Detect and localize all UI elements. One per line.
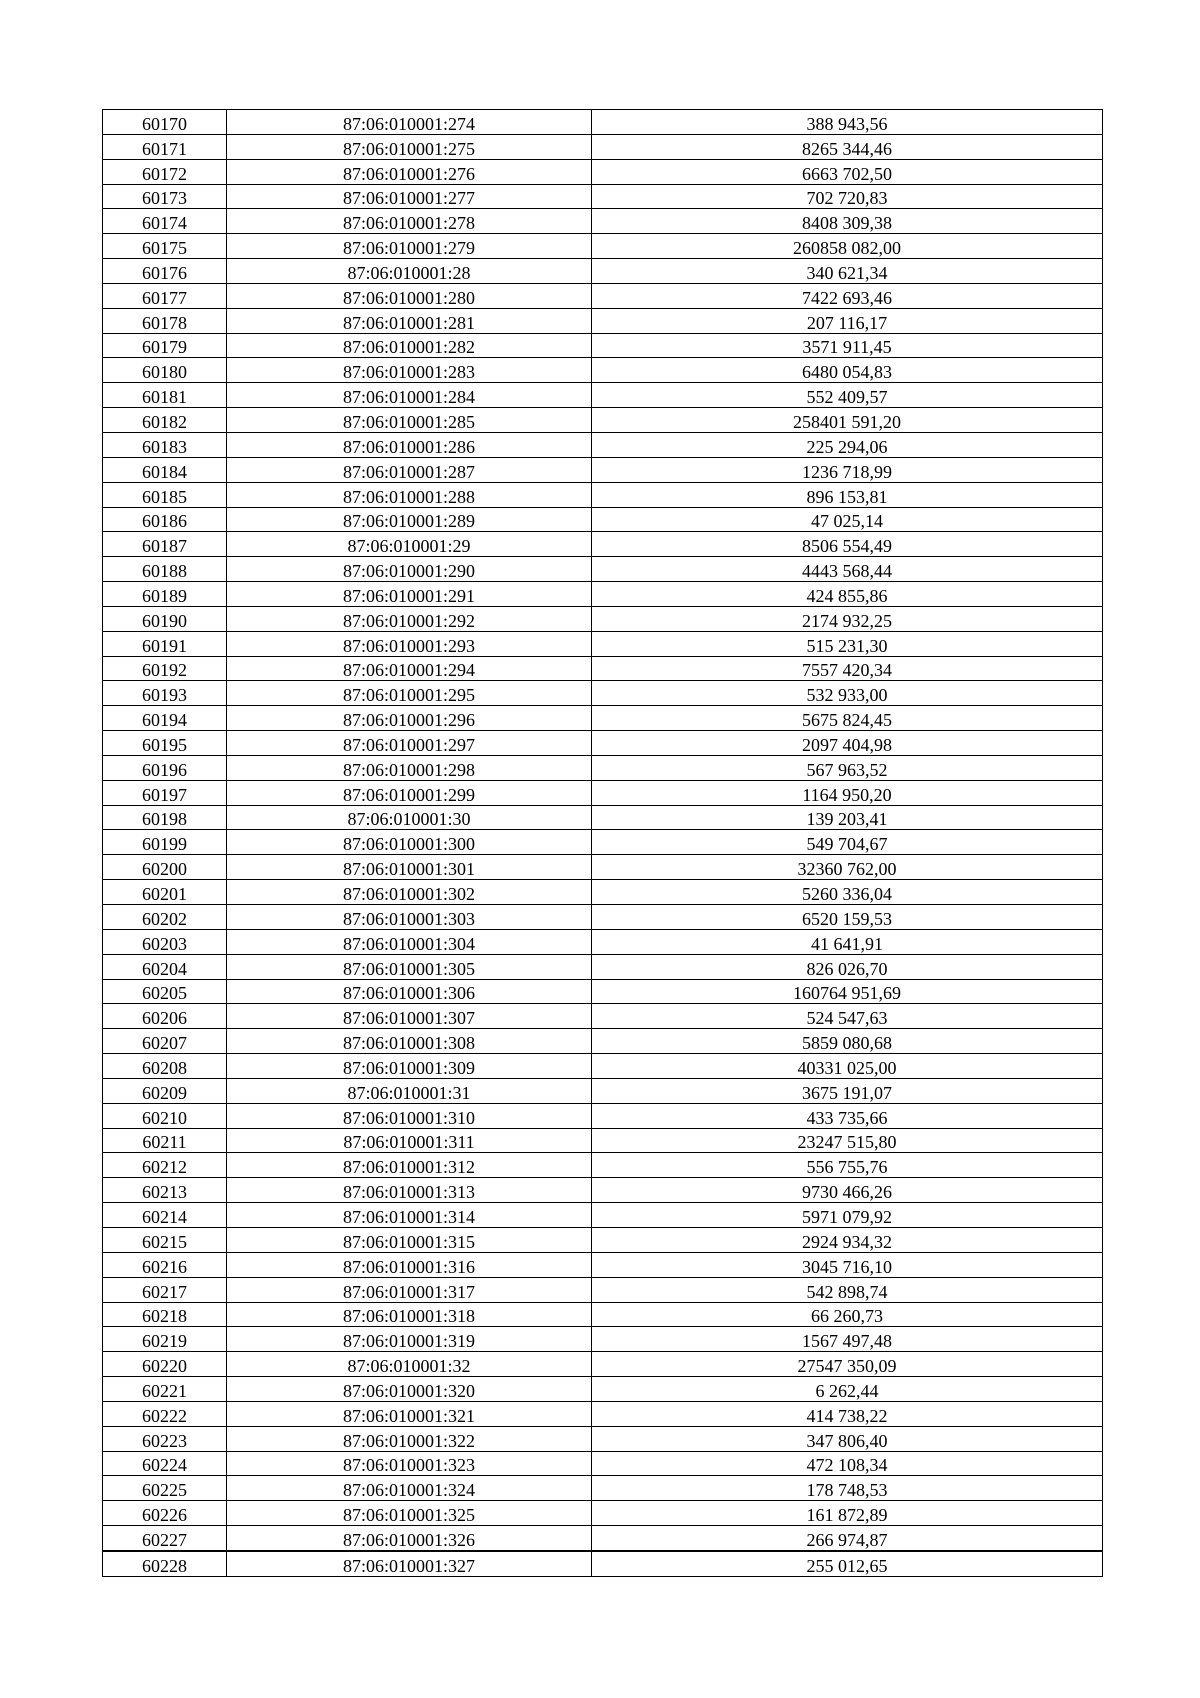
table-row bbox=[103, 1327, 1103, 1352]
cadastral-value-cell: 556 755,76 bbox=[592, 1153, 1103, 1178]
cadastral-number-cell: 87:06:010001:286 bbox=[227, 432, 592, 457]
table-row bbox=[103, 780, 1103, 805]
table-row bbox=[103, 1401, 1103, 1426]
row-number-cell: 60184 bbox=[103, 457, 227, 482]
cadastral-value-cell: 3571 911,45 bbox=[592, 333, 1103, 358]
table-row bbox=[103, 259, 1103, 284]
cadastral-value-cell: 5260 336,04 bbox=[592, 880, 1103, 905]
cadastral-number-cell: 87:06:010001:324 bbox=[227, 1476, 592, 1501]
cadastral-value-cell: 347 806,40 bbox=[592, 1426, 1103, 1451]
cadastral-number-cell: 87:06:010001:310 bbox=[227, 1103, 592, 1128]
row-number-cell: 60225 bbox=[103, 1476, 227, 1501]
cadastral-value-cell: 266 974,87 bbox=[592, 1526, 1103, 1551]
row-number-cell: 60215 bbox=[103, 1227, 227, 1252]
table-row bbox=[103, 308, 1103, 333]
table-row bbox=[103, 1302, 1103, 1327]
row-number-cell: 60171 bbox=[103, 134, 227, 159]
row-number-cell: 60214 bbox=[103, 1203, 227, 1228]
cadastral-value-cell: 23247 515,80 bbox=[592, 1128, 1103, 1153]
table-row bbox=[103, 1227, 1103, 1252]
row-number-cell: 60175 bbox=[103, 234, 227, 259]
cadastral-number-cell: 87:06:010001:319 bbox=[227, 1327, 592, 1352]
table-row bbox=[103, 1004, 1103, 1029]
table-row bbox=[103, 1153, 1103, 1178]
table-row bbox=[103, 1277, 1103, 1302]
row-number-cell: 60201 bbox=[103, 880, 227, 905]
row-number-cell: 60191 bbox=[103, 631, 227, 656]
cadastral-number-cell: 87:06:010001:298 bbox=[227, 755, 592, 780]
table-body bbox=[103, 110, 1103, 1577]
cadastral-value-cell: 1164 950,20 bbox=[592, 780, 1103, 805]
cadastral-number-cell: 87:06:010001:303 bbox=[227, 905, 592, 930]
cadastral-value-cell: 896 153,81 bbox=[592, 482, 1103, 507]
cadastral-number-cell: 87:06:010001:327 bbox=[227, 1551, 592, 1576]
cadastral-value-cell: 160764 951,69 bbox=[592, 979, 1103, 1004]
document-page bbox=[102, 109, 1102, 1577]
row-number-cell: 60209 bbox=[103, 1078, 227, 1103]
cadastral-value-cell: 6663 702,50 bbox=[592, 159, 1103, 184]
row-number-cell: 60219 bbox=[103, 1327, 227, 1352]
cadastral-number-cell: 87:06:010001:282 bbox=[227, 333, 592, 358]
row-number-cell: 60200 bbox=[103, 855, 227, 880]
row-number-cell: 60186 bbox=[103, 507, 227, 532]
table-row bbox=[103, 706, 1103, 731]
cadastral-value-cell: 524 547,63 bbox=[592, 1004, 1103, 1029]
cadastral-value-cell: 414 738,22 bbox=[592, 1401, 1103, 1426]
table-row bbox=[103, 1252, 1103, 1277]
cadastral-value-cell: 66 260,73 bbox=[592, 1302, 1103, 1327]
cadastral-number-cell: 87:06:010001:288 bbox=[227, 482, 592, 507]
cadastral-value-cell: 7557 420,34 bbox=[592, 656, 1103, 681]
cadastral-value-cell: 178 748,53 bbox=[592, 1476, 1103, 1501]
cadastral-value-cell: 161 872,89 bbox=[592, 1501, 1103, 1526]
row-number-cell: 60208 bbox=[103, 1054, 227, 1079]
cadastral-value-cell: 8265 344,46 bbox=[592, 134, 1103, 159]
cadastral-value-cell: 2174 932,25 bbox=[592, 606, 1103, 631]
table-row bbox=[103, 134, 1103, 159]
cadastral-number-cell: 87:06:010001:275 bbox=[227, 134, 592, 159]
cadastral-number-cell: 87:06:010001:326 bbox=[227, 1526, 592, 1551]
cadastral-value-cell: 5971 079,92 bbox=[592, 1203, 1103, 1228]
cadastral-value-cell: 3045 716,10 bbox=[592, 1252, 1103, 1277]
cadastral-value-cell: 8506 554,49 bbox=[592, 532, 1103, 557]
table-row bbox=[103, 855, 1103, 880]
cadastral-value-cell: 433 735,66 bbox=[592, 1103, 1103, 1128]
table-row bbox=[103, 457, 1103, 482]
row-number-cell: 60222 bbox=[103, 1401, 227, 1426]
cadastral-value-cell: 5675 824,45 bbox=[592, 706, 1103, 731]
table-row bbox=[103, 159, 1103, 184]
row-number-cell: 60204 bbox=[103, 954, 227, 979]
cadastral-value-cell: 9730 466,26 bbox=[592, 1178, 1103, 1203]
cadastral-number-cell: 87:06:010001:276 bbox=[227, 159, 592, 184]
cadastral-value-table bbox=[102, 109, 1103, 1577]
cadastral-number-cell: 87:06:010001:315 bbox=[227, 1227, 592, 1252]
cadastral-number-cell: 87:06:010001:312 bbox=[227, 1153, 592, 1178]
cadastral-number-cell: 87:06:010001:279 bbox=[227, 234, 592, 259]
row-number-cell: 60189 bbox=[103, 582, 227, 607]
table-row bbox=[103, 1352, 1103, 1377]
cadastral-value-cell: 472 108,34 bbox=[592, 1451, 1103, 1476]
table-row bbox=[103, 358, 1103, 383]
row-number-cell: 60183 bbox=[103, 432, 227, 457]
cadastral-value-cell: 340 621,34 bbox=[592, 259, 1103, 284]
row-number-cell: 60198 bbox=[103, 805, 227, 830]
table-row bbox=[103, 1551, 1103, 1576]
cadastral-value-cell: 2924 934,32 bbox=[592, 1227, 1103, 1252]
cadastral-value-cell: 702 720,83 bbox=[592, 184, 1103, 209]
cadastral-value-cell: 207 116,17 bbox=[592, 308, 1103, 333]
row-number-cell: 60179 bbox=[103, 333, 227, 358]
row-number-cell: 60182 bbox=[103, 408, 227, 433]
cadastral-value-cell: 6480 054,83 bbox=[592, 358, 1103, 383]
row-number-cell: 60205 bbox=[103, 979, 227, 1004]
row-number-cell: 60192 bbox=[103, 656, 227, 681]
cadastral-number-cell: 87:06:010001:321 bbox=[227, 1401, 592, 1426]
row-number-cell: 60226 bbox=[103, 1501, 227, 1526]
cadastral-number-cell: 87:06:010001:289 bbox=[227, 507, 592, 532]
row-number-cell: 60181 bbox=[103, 383, 227, 408]
cadastral-value-cell: 7422 693,46 bbox=[592, 283, 1103, 308]
table-row bbox=[103, 1203, 1103, 1228]
cadastral-value-cell: 552 409,57 bbox=[592, 383, 1103, 408]
cadastral-number-cell: 87:06:010001:293 bbox=[227, 631, 592, 656]
row-number-cell: 60185 bbox=[103, 482, 227, 507]
cadastral-number-cell: 87:06:010001:28 bbox=[227, 259, 592, 284]
cadastral-number-cell: 87:06:010001:314 bbox=[227, 1203, 592, 1228]
table-row bbox=[103, 209, 1103, 234]
cadastral-value-cell: 424 855,86 bbox=[592, 582, 1103, 607]
cadastral-value-cell: 826 026,70 bbox=[592, 954, 1103, 979]
row-number-cell: 60224 bbox=[103, 1451, 227, 1476]
table-row bbox=[103, 557, 1103, 582]
table-row bbox=[103, 1426, 1103, 1451]
row-number-cell: 60216 bbox=[103, 1252, 227, 1277]
cadastral-value-cell: 532 933,00 bbox=[592, 681, 1103, 706]
cadastral-number-cell: 87:06:010001:313 bbox=[227, 1178, 592, 1203]
table-row bbox=[103, 482, 1103, 507]
cadastral-value-cell: 2097 404,98 bbox=[592, 731, 1103, 756]
cadastral-number-cell: 87:06:010001:309 bbox=[227, 1054, 592, 1079]
row-number-cell: 60178 bbox=[103, 308, 227, 333]
cadastral-number-cell: 87:06:010001:316 bbox=[227, 1252, 592, 1277]
row-number-cell: 60194 bbox=[103, 706, 227, 731]
table-row bbox=[103, 1451, 1103, 1476]
table-row bbox=[103, 805, 1103, 830]
table-row bbox=[103, 432, 1103, 457]
table-row bbox=[103, 1526, 1103, 1551]
cadastral-value-cell: 32360 762,00 bbox=[592, 855, 1103, 880]
cadastral-number-cell: 87:06:010001:31 bbox=[227, 1078, 592, 1103]
cadastral-number-cell: 87:06:010001:296 bbox=[227, 706, 592, 731]
row-number-cell: 60190 bbox=[103, 606, 227, 631]
cadastral-value-cell: 258401 591,20 bbox=[592, 408, 1103, 433]
cadastral-value-cell: 1236 718,99 bbox=[592, 457, 1103, 482]
cadastral-number-cell: 87:06:010001:291 bbox=[227, 582, 592, 607]
cadastral-value-cell: 27547 350,09 bbox=[592, 1352, 1103, 1377]
table-row bbox=[103, 383, 1103, 408]
row-number-cell: 60227 bbox=[103, 1526, 227, 1551]
row-number-cell: 60217 bbox=[103, 1277, 227, 1302]
cadastral-value-cell: 8408 309,38 bbox=[592, 209, 1103, 234]
table-row bbox=[103, 184, 1103, 209]
row-number-cell: 60199 bbox=[103, 830, 227, 855]
row-number-cell: 60193 bbox=[103, 681, 227, 706]
row-number-cell: 60177 bbox=[103, 283, 227, 308]
cadastral-number-cell: 87:06:010001:311 bbox=[227, 1128, 592, 1153]
cadastral-number-cell: 87:06:010001:277 bbox=[227, 184, 592, 209]
row-number-cell: 60220 bbox=[103, 1352, 227, 1377]
table-row bbox=[103, 954, 1103, 979]
row-number-cell: 60211 bbox=[103, 1128, 227, 1153]
row-number-cell: 60174 bbox=[103, 209, 227, 234]
row-number-cell: 60188 bbox=[103, 557, 227, 582]
table-row bbox=[103, 1054, 1103, 1079]
cadastral-number-cell: 87:06:010001:305 bbox=[227, 954, 592, 979]
cadastral-value-cell: 6 262,44 bbox=[592, 1377, 1103, 1402]
cadastral-number-cell: 87:06:010001:304 bbox=[227, 929, 592, 954]
row-number-cell: 60207 bbox=[103, 1029, 227, 1054]
table-row bbox=[103, 631, 1103, 656]
cadastral-number-cell: 87:06:010001:294 bbox=[227, 656, 592, 681]
cadastral-value-cell: 542 898,74 bbox=[592, 1277, 1103, 1302]
cadastral-value-cell: 515 231,30 bbox=[592, 631, 1103, 656]
cadastral-number-cell: 87:06:010001:320 bbox=[227, 1377, 592, 1402]
row-number-cell: 60187 bbox=[103, 532, 227, 557]
cadastral-number-cell: 87:06:010001:301 bbox=[227, 855, 592, 880]
cadastral-number-cell: 87:06:010001:297 bbox=[227, 731, 592, 756]
row-number-cell: 60170 bbox=[103, 110, 227, 135]
cadastral-number-cell: 87:06:010001:300 bbox=[227, 830, 592, 855]
table-row bbox=[103, 1103, 1103, 1128]
table-row bbox=[103, 283, 1103, 308]
cadastral-number-cell: 87:06:010001:290 bbox=[227, 557, 592, 582]
row-number-cell: 60173 bbox=[103, 184, 227, 209]
table-row bbox=[103, 830, 1103, 855]
cadastral-value-cell: 388 943,56 bbox=[592, 110, 1103, 135]
cadastral-number-cell: 87:06:010001:306 bbox=[227, 979, 592, 1004]
cadastral-number-cell: 87:06:010001:322 bbox=[227, 1426, 592, 1451]
cadastral-number-cell: 87:06:010001:29 bbox=[227, 532, 592, 557]
cadastral-number-cell: 87:06:010001:302 bbox=[227, 880, 592, 905]
table-row bbox=[103, 507, 1103, 532]
cadastral-value-cell: 41 641,91 bbox=[592, 929, 1103, 954]
table-row bbox=[103, 110, 1103, 135]
cadastral-value-cell: 40331 025,00 bbox=[592, 1054, 1103, 1079]
cadastral-number-cell: 87:06:010001:284 bbox=[227, 383, 592, 408]
cadastral-number-cell: 87:06:010001:287 bbox=[227, 457, 592, 482]
cadastral-number-cell: 87:06:010001:323 bbox=[227, 1451, 592, 1476]
cadastral-value-cell: 1567 497,48 bbox=[592, 1327, 1103, 1352]
row-number-cell: 60195 bbox=[103, 731, 227, 756]
table-row bbox=[103, 333, 1103, 358]
row-number-cell: 60202 bbox=[103, 905, 227, 930]
row-number-cell: 60203 bbox=[103, 929, 227, 954]
cadastral-number-cell: 87:06:010001:32 bbox=[227, 1352, 592, 1377]
cadastral-number-cell: 87:06:010001:325 bbox=[227, 1501, 592, 1526]
cadastral-number-cell: 87:06:010001:299 bbox=[227, 780, 592, 805]
cadastral-value-cell: 5859 080,68 bbox=[592, 1029, 1103, 1054]
row-number-cell: 60212 bbox=[103, 1153, 227, 1178]
cadastral-value-cell: 567 963,52 bbox=[592, 755, 1103, 780]
table-row bbox=[103, 656, 1103, 681]
cadastral-value-cell: 6520 159,53 bbox=[592, 905, 1103, 930]
cadastral-value-cell: 3675 191,07 bbox=[592, 1078, 1103, 1103]
cadastral-value-cell: 225 294,06 bbox=[592, 432, 1103, 457]
table-row bbox=[103, 1476, 1103, 1501]
row-number-cell: 60176 bbox=[103, 259, 227, 284]
row-number-cell: 60206 bbox=[103, 1004, 227, 1029]
cadastral-number-cell: 87:06:010001:295 bbox=[227, 681, 592, 706]
row-number-cell: 60197 bbox=[103, 780, 227, 805]
cadastral-value-cell: 47 025,14 bbox=[592, 507, 1103, 532]
table-row bbox=[103, 1128, 1103, 1153]
table-row bbox=[103, 408, 1103, 433]
row-number-cell: 60221 bbox=[103, 1377, 227, 1402]
row-number-cell: 60213 bbox=[103, 1178, 227, 1203]
table-row bbox=[103, 234, 1103, 259]
cadastral-number-cell: 87:06:010001:308 bbox=[227, 1029, 592, 1054]
cadastral-value-cell: 549 704,67 bbox=[592, 830, 1103, 855]
table-row bbox=[103, 880, 1103, 905]
cadastral-number-cell: 87:06:010001:318 bbox=[227, 1302, 592, 1327]
cadastral-value-cell: 255 012,65 bbox=[592, 1551, 1103, 1576]
row-number-cell: 60223 bbox=[103, 1426, 227, 1451]
cadastral-number-cell: 87:06:010001:307 bbox=[227, 1004, 592, 1029]
cadastral-number-cell: 87:06:010001:285 bbox=[227, 408, 592, 433]
cadastral-value-cell: 4443 568,44 bbox=[592, 557, 1103, 582]
row-number-cell: 60196 bbox=[103, 755, 227, 780]
cadastral-number-cell: 87:06:010001:292 bbox=[227, 606, 592, 631]
cadastral-number-cell: 87:06:010001:281 bbox=[227, 308, 592, 333]
table-row bbox=[103, 1178, 1103, 1203]
cadastral-value-cell: 260858 082,00 bbox=[592, 234, 1103, 259]
table-row bbox=[103, 532, 1103, 557]
table-row bbox=[103, 606, 1103, 631]
table-row bbox=[103, 1377, 1103, 1402]
cadastral-number-cell: 87:06:010001:280 bbox=[227, 283, 592, 308]
cadastral-number-cell: 87:06:010001:278 bbox=[227, 209, 592, 234]
cadastral-number-cell: 87:06:010001:274 bbox=[227, 110, 592, 135]
row-number-cell: 60218 bbox=[103, 1302, 227, 1327]
cadastral-value-cell: 139 203,41 bbox=[592, 805, 1103, 830]
table-row bbox=[103, 905, 1103, 930]
table-row bbox=[103, 1029, 1103, 1054]
cadastral-number-cell: 87:06:010001:317 bbox=[227, 1277, 592, 1302]
table-row bbox=[103, 681, 1103, 706]
table-row bbox=[103, 1078, 1103, 1103]
table-row bbox=[103, 582, 1103, 607]
table-row bbox=[103, 1501, 1103, 1526]
table-row bbox=[103, 731, 1103, 756]
table-row bbox=[103, 929, 1103, 954]
table-row bbox=[103, 979, 1103, 1004]
row-number-cell: 60228 bbox=[103, 1551, 227, 1576]
row-number-cell: 60172 bbox=[103, 159, 227, 184]
cadastral-number-cell: 87:06:010001:30 bbox=[227, 805, 592, 830]
table-row bbox=[103, 755, 1103, 780]
row-number-cell: 60180 bbox=[103, 358, 227, 383]
cadastral-number-cell: 87:06:010001:283 bbox=[227, 358, 592, 383]
row-number-cell: 60210 bbox=[103, 1103, 227, 1128]
